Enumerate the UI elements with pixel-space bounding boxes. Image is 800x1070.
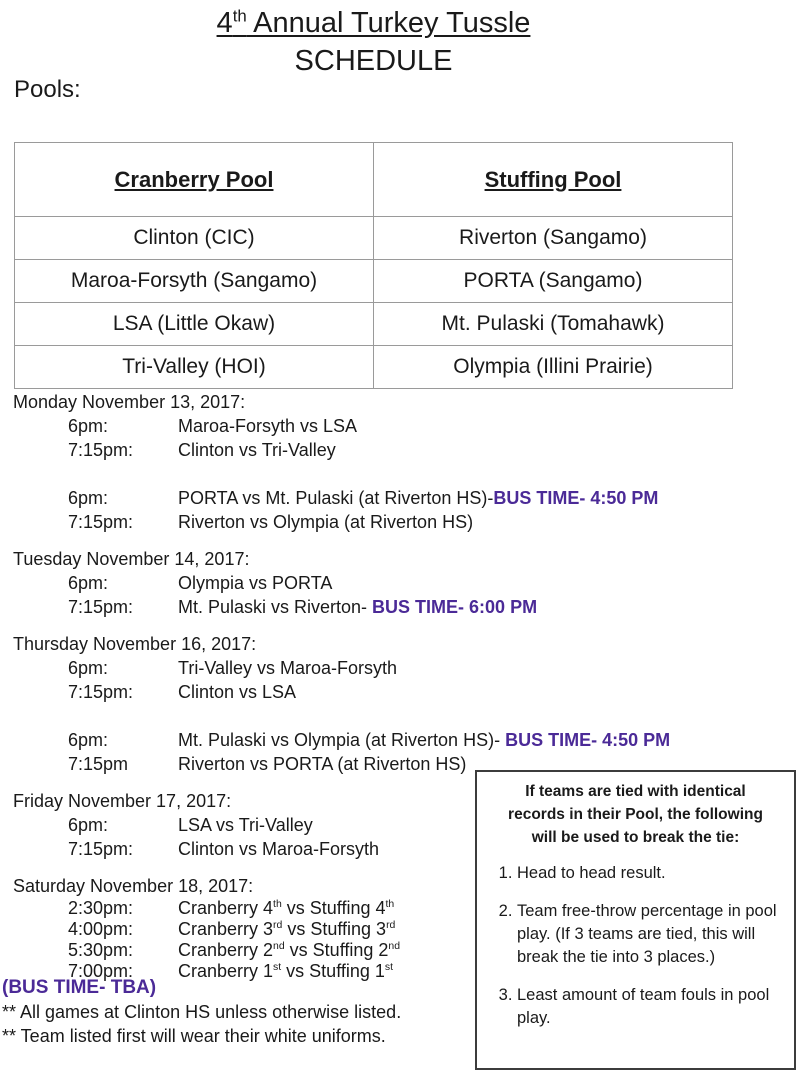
text-run: 4 — [216, 7, 233, 39]
text-run: Cranberry 3 — [178, 919, 274, 939]
game-time: 6pm: — [68, 573, 109, 593]
ordinal-suffix: nd — [388, 941, 401, 952]
ordinal-suffix: st — [384, 962, 394, 973]
team-cell-olympia: Olympia (Illini Prairie) — [374, 346, 733, 389]
tiebreak-heading-line-1: If teams are tied with identical — [525, 783, 746, 800]
schedule-section — [0, 547, 800, 619]
text-run: vs Stuffing 2 — [284, 940, 389, 960]
cranberry-pool-header-label: Cranberry Pool — [114, 166, 274, 192]
tournament-title — [217, 7, 531, 39]
text-run: vs Stuffing 3 — [282, 919, 387, 939]
text-run: Clinton vs Tri-Valley — [178, 440, 336, 460]
team-cell-lsa: LSA (Little Okaw) — [15, 303, 374, 346]
schedule-subtitle: SCHEDULE — [294, 45, 453, 77]
game-line — [0, 414, 800, 438]
game-matchup — [178, 571, 332, 595]
tiebreak-heading-line-2: records in their Pool, the following — [508, 806, 763, 823]
text-run: PORTA vs Mt. Pulaski (at Riverton HS)- — [178, 488, 494, 508]
text-run: Tri-Valley vs Maroa-Forsyth — [178, 658, 398, 678]
text-run: Cranberry 2 — [178, 940, 274, 960]
team-cell-clinton: Clinton (CIC) — [15, 217, 374, 260]
game-time: 6pm: — [68, 658, 109, 678]
tiebreak-item-3: 3. Least amount of team fouls in pool play. — [517, 984, 784, 1030]
text-run: Riverton vs PORTA (at Riverton HS) — [178, 754, 467, 774]
game-time: 7:15pm — [68, 754, 129, 774]
game-line — [0, 728, 800, 752]
game-line — [0, 595, 800, 619]
text-run: LSA vs Tri-Valley — [178, 815, 313, 835]
date-heading: Thursday November 16, 2017: — [13, 634, 257, 654]
date-heading: Saturday November 18, 2017: — [13, 876, 254, 896]
text-run: Mt. Pulaski vs Riverton- — [178, 597, 373, 617]
tiebreak-list — [487, 862, 784, 1030]
game-time: 2:30pm: — [68, 898, 134, 918]
game-time: 6pm: — [68, 488, 109, 508]
title-line-1 — [14, 4, 733, 42]
schedule-section — [0, 390, 800, 534]
tiebreak-heading — [487, 780, 784, 849]
ordinal-suffix: rd — [273, 920, 283, 931]
blank-line — [0, 704, 800, 728]
bus-time-note: BUS TIME- 4:50 PM — [505, 730, 671, 750]
game-time: 7:15pm: — [68, 440, 134, 460]
text-run: Olympia vs PORTA — [178, 573, 333, 593]
text-run: Riverton vs Olympia (at Riverton HS) — [178, 512, 474, 532]
game-time: 6pm: — [68, 730, 109, 750]
game-time: 7:15pm: — [68, 597, 134, 617]
text-run: Clinton vs LSA — [178, 682, 297, 702]
stuffing-pool-header-label: Stuffing Pool — [484, 166, 622, 192]
tiebreak-heading-line-3: will be used to break the tie: — [531, 829, 740, 846]
team-cell-mt-pulaski: Mt. Pulaski (Tomahawk) — [374, 303, 733, 346]
pools-label: Pools: — [14, 76, 81, 103]
game-matchup — [178, 438, 336, 462]
game-matchup — [178, 898, 394, 919]
ordinal-suffix: th — [385, 899, 395, 910]
game-line — [0, 680, 800, 704]
date-heading: Friday November 17, 2017: — [13, 791, 232, 811]
team-cell-riverton: Riverton (Sangamo) — [374, 217, 733, 260]
pools-header-row — [15, 143, 733, 217]
date-heading: Tuesday November 14, 2017: — [13, 549, 250, 569]
bus-tba-note: (BUS TIME- TBA) — [2, 977, 157, 998]
game-matchup — [178, 940, 400, 961]
game-matchup — [178, 595, 537, 619]
footer-note-1: ** All games at Clinton HS unless otherwise listed. — [2, 1002, 402, 1022]
text-run: Mt. Pulaski vs Olympia (at Riverton HS)- — [178, 730, 506, 750]
blank-line — [0, 462, 800, 486]
game-time: 5:30pm: — [68, 940, 134, 960]
game-matchup — [178, 510, 473, 534]
game-time: 4:00pm: — [68, 919, 134, 939]
ordinal-suffix: th — [232, 6, 247, 26]
game-line — [0, 571, 800, 595]
game-matchup — [178, 752, 466, 776]
game-time: 7:15pm: — [68, 839, 134, 859]
game-matchup — [178, 414, 357, 438]
tiebreak-item-2: 2. Team free-throw percentage in pool play. (If 3 teams are tied, this will break the tie into 3 places.) — [517, 900, 784, 969]
ordinal-suffix: nd — [273, 941, 285, 952]
schedule-section — [0, 632, 800, 776]
pools-row-1 — [15, 217, 733, 260]
bus-time-note: BUS TIME- 6:00 PM — [372, 597, 538, 617]
game-matchup — [178, 728, 670, 752]
team-cell-tri-valley: Tri-Valley (HOI) — [15, 346, 374, 389]
pools-row-3 — [15, 303, 733, 346]
ordinal-suffix: rd — [386, 920, 396, 931]
pools-table — [14, 142, 733, 389]
ordinal-suffix: st — [273, 962, 282, 973]
pools-row-2 — [15, 260, 733, 303]
game-line — [0, 438, 800, 462]
text-run: vs Stuffing 1 — [281, 961, 385, 981]
game-matchup — [178, 813, 313, 837]
game-matchup — [178, 486, 658, 510]
text-run: Cranberry 1 — [178, 961, 274, 981]
game-matchup — [178, 656, 397, 680]
date-heading: Monday November 13, 2017: — [13, 392, 246, 412]
pools-row-4 — [15, 346, 733, 389]
text-run: Annual Turkey Tussle — [246, 7, 531, 39]
game-time: 7:00pm: — [68, 961, 134, 981]
text-run: Cranberry 4 — [178, 898, 274, 918]
game-time: 6pm: — [68, 815, 109, 835]
team-cell-maroa-forsyth: Maroa-Forsyth (Sangamo) — [15, 260, 374, 303]
footer-notes — [2, 976, 401, 1048]
text-run: vs Stuffing 4 — [281, 898, 386, 918]
footer-note-2: ** Team listed first will wear their white uniforms. — [2, 1026, 386, 1046]
text-run: Maroa-Forsyth vs LSA — [178, 416, 358, 436]
stuffing-pool-header — [374, 143, 733, 217]
cranberry-pool-header — [15, 143, 374, 217]
bus-time-note: BUS TIME- 4:50 PM — [493, 488, 659, 508]
game-line — [0, 656, 800, 680]
team-cell-porta: PORTA (Sangamo) — [374, 260, 733, 303]
game-line — [0, 510, 800, 534]
game-line — [0, 486, 800, 510]
game-time: 7:15pm: — [68, 512, 134, 532]
tiebreak-item-1: 1. Head to head result. — [517, 862, 784, 885]
game-matchup — [178, 680, 296, 704]
text-run: Clinton vs Maroa-Forsyth — [178, 839, 380, 859]
game-time: 6pm: — [68, 416, 109, 436]
game-time: 7:15pm: — [68, 682, 134, 702]
game-matchup — [178, 919, 395, 940]
game-matchup — [178, 837, 379, 861]
tiebreak-box — [475, 770, 796, 1070]
document-header — [14, 4, 733, 80]
ordinal-suffix: th — [273, 899, 282, 910]
